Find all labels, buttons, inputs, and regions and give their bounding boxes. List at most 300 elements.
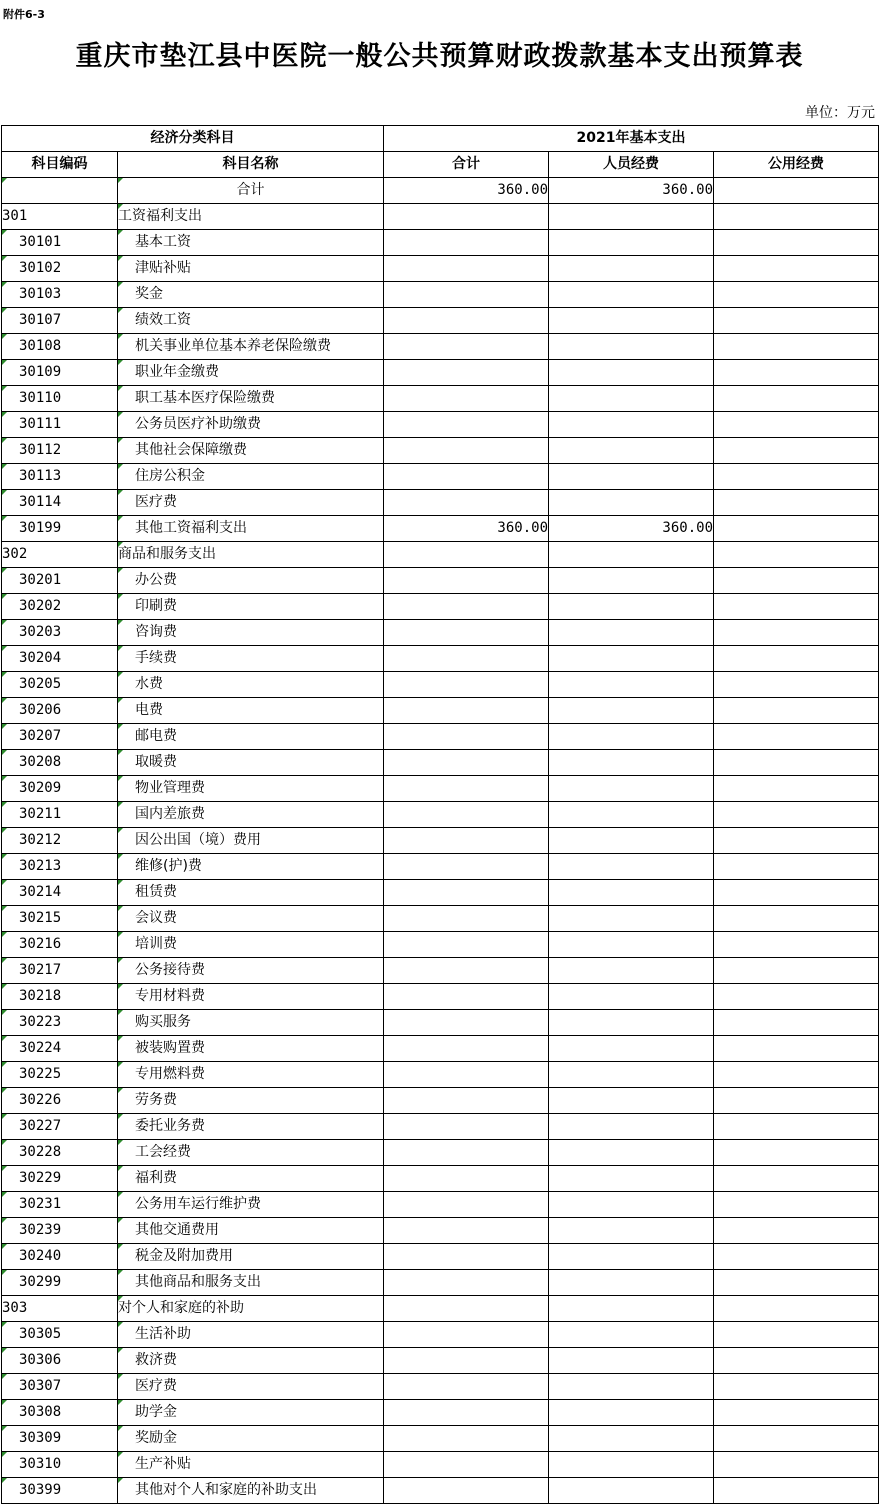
row-personnel: [549, 750, 714, 776]
row-total: [384, 1192, 549, 1218]
row-code: 30202: [2, 594, 118, 620]
table-row: [2, 1296, 879, 1322]
row-personnel: [549, 386, 714, 412]
row-personnel: [549, 1010, 714, 1036]
row-personnel: [549, 1452, 714, 1478]
row-total: [384, 308, 549, 334]
table-row: [2, 1426, 879, 1452]
row-public: [714, 880, 879, 906]
row-personnel: [549, 958, 714, 984]
page-title: 重庆市垫江县中医院一般公共预算财政拨款基本支出预算表: [75, 41, 804, 72]
table-row: [2, 282, 879, 308]
row-total: [384, 906, 549, 932]
row-total: [384, 334, 549, 360]
row-name: 其他商品和服务支出: [118, 1270, 384, 1296]
row-code: 30214: [2, 880, 118, 906]
header-code: 科目编码: [2, 152, 118, 178]
row-public: [714, 646, 879, 672]
row-code: 30108: [2, 334, 118, 360]
row-code: 30212: [2, 828, 118, 854]
row-total: [384, 750, 549, 776]
table-row: [2, 1452, 879, 1478]
row-total: [384, 1426, 549, 1452]
row-personnel: [549, 308, 714, 334]
row-name: 专用燃料费: [118, 1062, 384, 1088]
row-code: 30107: [2, 308, 118, 334]
row-personnel: [549, 230, 714, 256]
row-personnel: [549, 594, 714, 620]
row-public: [714, 1478, 879, 1504]
table-row: [2, 906, 879, 932]
row-code: 30225: [2, 1062, 118, 1088]
row-total: [384, 1322, 549, 1348]
row-name: 对个人和家庭的补助: [118, 1296, 384, 1322]
row-code: 303: [2, 1296, 118, 1322]
row-public: [714, 1062, 879, 1088]
row-personnel: [549, 880, 714, 906]
row-code: 30239: [2, 1218, 118, 1244]
row-personnel: [549, 646, 714, 672]
row-total: [384, 1166, 549, 1192]
row-name: 奖励金: [118, 1426, 384, 1452]
row-personnel: [549, 672, 714, 698]
row-name: 基本工资: [118, 230, 384, 256]
row-total: [384, 620, 549, 646]
row-total: [384, 802, 549, 828]
row-name: 生活补助: [118, 1322, 384, 1348]
row-personnel: [549, 1218, 714, 1244]
row-public: [714, 360, 879, 386]
row-public: [714, 542, 879, 568]
table-row: [2, 1140, 879, 1166]
row-total: [384, 1140, 549, 1166]
row-personnel: [549, 1400, 714, 1426]
table-row: [2, 1036, 879, 1062]
row-name: 委托业务费: [118, 1114, 384, 1140]
row-code: 30231: [2, 1192, 118, 1218]
row-total: [384, 1036, 549, 1062]
row-code: 30101: [2, 230, 118, 256]
row-code: 30229: [2, 1166, 118, 1192]
row-total: [384, 958, 549, 984]
table-row: [2, 1192, 879, 1218]
table-row: [2, 672, 879, 698]
row-code: 301: [2, 204, 118, 230]
row-name: 公务员医疗补助缴费: [118, 412, 384, 438]
row-name: 住房公积金: [118, 464, 384, 490]
row-code: 30228: [2, 1140, 118, 1166]
row-code: [2, 178, 118, 204]
row-total: [384, 932, 549, 958]
row-total: [384, 386, 549, 412]
row-name: 工会经费: [118, 1140, 384, 1166]
row-name: 绩效工资: [118, 308, 384, 334]
row-code: 30217: [2, 958, 118, 984]
table-row: [2, 230, 879, 256]
row-total: [384, 1062, 549, 1088]
row-code: 30199: [2, 516, 118, 542]
row-total: [384, 880, 549, 906]
row-personnel: [549, 1062, 714, 1088]
row-name: 劳务费: [118, 1088, 384, 1114]
table-row: [2, 1010, 879, 1036]
table-row: [2, 412, 879, 438]
row-personnel: 360.00: [549, 178, 714, 204]
row-code: 30207: [2, 724, 118, 750]
row-name: 国内差旅费: [118, 802, 384, 828]
table-row: [2, 932, 879, 958]
row-total: [384, 230, 549, 256]
row-personnel: [549, 438, 714, 464]
row-personnel: [549, 282, 714, 308]
row-code: 30208: [2, 750, 118, 776]
row-name: 税金及附加费用: [118, 1244, 384, 1270]
row-name: 专用材料费: [118, 984, 384, 1010]
row-public: [714, 854, 879, 880]
row-personnel: [549, 1348, 714, 1374]
row-name: 其他社会保障缴费: [118, 438, 384, 464]
table-body: [2, 178, 879, 1504]
row-name: 咨询费: [118, 620, 384, 646]
row-code: 30103: [2, 282, 118, 308]
row-name: 其他交通费用: [118, 1218, 384, 1244]
row-public: [714, 828, 879, 854]
row-public: [714, 334, 879, 360]
row-name: 会议费: [118, 906, 384, 932]
row-code: 30114: [2, 490, 118, 516]
row-public: [714, 932, 879, 958]
row-total: [384, 1114, 549, 1140]
row-public: [714, 308, 879, 334]
table-row: [2, 854, 879, 880]
row-name: 公务接待费: [118, 958, 384, 984]
row-public: [714, 178, 879, 204]
row-name: 职业年金缴费: [118, 360, 384, 386]
row-public: [714, 1088, 879, 1114]
row-code: 30112: [2, 438, 118, 464]
row-code: 30109: [2, 360, 118, 386]
table-row: [2, 828, 879, 854]
row-personnel: [549, 1270, 714, 1296]
header-row-columns: [2, 152, 879, 178]
row-code: 30205: [2, 672, 118, 698]
row-name: 机关事业单位基本养老保险缴费: [118, 334, 384, 360]
row-public: [714, 386, 879, 412]
row-public: [714, 776, 879, 802]
row-public: [714, 1374, 879, 1400]
table-row: [2, 594, 879, 620]
row-code: 302: [2, 542, 118, 568]
table-row: [2, 568, 879, 594]
row-name: 租赁费: [118, 880, 384, 906]
row-total: 360.00: [384, 516, 549, 542]
table-row: [2, 1218, 879, 1244]
header-econ-group: 经济分类科目: [2, 126, 384, 152]
row-code: 30218: [2, 984, 118, 1010]
row-personnel: [549, 802, 714, 828]
row-public: [714, 984, 879, 1010]
table-row: [2, 724, 879, 750]
row-total: 360.00: [384, 178, 549, 204]
row-code: 30227: [2, 1114, 118, 1140]
row-name: 公务用车运行维护费: [118, 1192, 384, 1218]
row-name: 商品和服务支出: [118, 542, 384, 568]
table-row: [2, 958, 879, 984]
row-personnel: [549, 256, 714, 282]
header-public: 公用经费: [714, 152, 879, 178]
row-code: 30240: [2, 1244, 118, 1270]
table-row: [2, 1062, 879, 1088]
row-total: [384, 1270, 549, 1296]
row-total: [384, 1348, 549, 1374]
header-total: 合计: [384, 152, 549, 178]
table-row: [2, 386, 879, 412]
budget-table: [1, 125, 879, 1504]
table-row: [2, 516, 879, 542]
attachment-label: 附件6-3: [3, 8, 45, 21]
row-personnel: [549, 1322, 714, 1348]
row-personnel: [549, 1426, 714, 1452]
table-row: [2, 1244, 879, 1270]
row-code: 30113: [2, 464, 118, 490]
row-public: [714, 438, 879, 464]
row-code: 30216: [2, 932, 118, 958]
table-row: [2, 334, 879, 360]
row-public: [714, 568, 879, 594]
row-total: [384, 672, 549, 698]
row-personnel: [549, 906, 714, 932]
row-name: 邮电费: [118, 724, 384, 750]
row-name: 奖金: [118, 282, 384, 308]
row-total: [384, 360, 549, 386]
row-name: 电费: [118, 698, 384, 724]
row-personnel: [549, 412, 714, 438]
row-public: [714, 1296, 879, 1322]
row-total: [384, 542, 549, 568]
table-row: [2, 1400, 879, 1426]
table-row: [2, 1322, 879, 1348]
table-row: [2, 542, 879, 568]
row-code: 30211: [2, 802, 118, 828]
table-row: [2, 1478, 879, 1504]
row-public: [714, 1192, 879, 1218]
row-name: 取暖费: [118, 750, 384, 776]
row-code: 30204: [2, 646, 118, 672]
row-name: 其他对个人和家庭的补助支出: [118, 1478, 384, 1504]
row-name: 手续费: [118, 646, 384, 672]
table-row: [2, 750, 879, 776]
table-row: [2, 308, 879, 334]
row-name: 购买服务: [118, 1010, 384, 1036]
row-code: 30223: [2, 1010, 118, 1036]
row-total: [384, 256, 549, 282]
row-code: 30201: [2, 568, 118, 594]
row-public: [714, 1244, 879, 1270]
row-total: [384, 776, 549, 802]
row-total: [384, 698, 549, 724]
row-personnel: [549, 1296, 714, 1322]
row-personnel: [549, 1088, 714, 1114]
row-name: 维修(护)费: [118, 854, 384, 880]
row-code: 30224: [2, 1036, 118, 1062]
table-row: [2, 1270, 879, 1296]
row-public: [714, 230, 879, 256]
row-code: 30308: [2, 1400, 118, 1426]
row-total: [384, 646, 549, 672]
row-code: 30307: [2, 1374, 118, 1400]
table-row: [2, 178, 879, 204]
table-row: [2, 1114, 879, 1140]
row-name: 水费: [118, 672, 384, 698]
row-name: 医疗费: [118, 1374, 384, 1400]
row-personnel: [549, 1114, 714, 1140]
row-code: 30110: [2, 386, 118, 412]
row-personnel: [549, 776, 714, 802]
row-name: 培训费: [118, 932, 384, 958]
table-row: [2, 802, 879, 828]
row-personnel: [549, 1244, 714, 1270]
row-name: 助学金: [118, 1400, 384, 1426]
row-code: 30226: [2, 1088, 118, 1114]
row-public: [714, 412, 879, 438]
row-public: [714, 1010, 879, 1036]
row-public: [714, 282, 879, 308]
row-total: [384, 412, 549, 438]
table-row: [2, 490, 879, 516]
row-public: [714, 1114, 879, 1140]
row-name: 其他工资福利支出: [118, 516, 384, 542]
table-row: [2, 204, 879, 230]
row-public: [714, 1452, 879, 1478]
row-personnel: [549, 828, 714, 854]
row-personnel: [549, 464, 714, 490]
row-personnel: [549, 1166, 714, 1192]
row-personnel: [549, 542, 714, 568]
row-name: 办公费: [118, 568, 384, 594]
row-total: [384, 438, 549, 464]
row-public: [714, 256, 879, 282]
row-personnel: [549, 854, 714, 880]
row-code: 30306: [2, 1348, 118, 1374]
row-code: 30111: [2, 412, 118, 438]
row-name: 工资福利支出: [118, 204, 384, 230]
row-total: [384, 1374, 549, 1400]
row-personnel: [549, 724, 714, 750]
row-public: [714, 698, 879, 724]
row-personnel: [549, 620, 714, 646]
table-row: [2, 776, 879, 802]
table-row: [2, 1166, 879, 1192]
row-name: 生产补贴: [118, 1452, 384, 1478]
row-personnel: [549, 568, 714, 594]
row-public: [714, 594, 879, 620]
row-code: 30213: [2, 854, 118, 880]
header-row-group: [2, 126, 879, 152]
row-personnel: [549, 1478, 714, 1504]
header-personnel: 人员经费: [549, 152, 714, 178]
row-code: 30399: [2, 1478, 118, 1504]
row-total: [384, 568, 549, 594]
table-row: [2, 360, 879, 386]
row-personnel: [549, 1192, 714, 1218]
row-public: [714, 1166, 879, 1192]
table-row: [2, 464, 879, 490]
table-row: [2, 620, 879, 646]
row-public: [714, 1270, 879, 1296]
row-total: [384, 1296, 549, 1322]
row-total: [384, 1244, 549, 1270]
row-public: [714, 906, 879, 932]
row-code: 30206: [2, 698, 118, 724]
table-row: [2, 880, 879, 906]
row-name: 印刷费: [118, 594, 384, 620]
row-public: [714, 464, 879, 490]
row-code: 30209: [2, 776, 118, 802]
table-row: [2, 646, 879, 672]
row-total: [384, 594, 549, 620]
row-personnel: [549, 1374, 714, 1400]
table-row: [2, 1348, 879, 1374]
row-code: 30305: [2, 1322, 118, 1348]
row-total: [384, 854, 549, 880]
row-public: [714, 1400, 879, 1426]
row-name: 因公出国（境）费用: [118, 828, 384, 854]
row-personnel: [549, 932, 714, 958]
unit-label: 单位：万元: [805, 105, 875, 121]
row-personnel: [549, 1036, 714, 1062]
table-row: [2, 256, 879, 282]
row-name: 医疗费: [118, 490, 384, 516]
row-public: [714, 724, 879, 750]
row-name: 福利费: [118, 1166, 384, 1192]
row-public: [714, 802, 879, 828]
row-name: 职工基本医疗保险缴费: [118, 386, 384, 412]
row-code: 30102: [2, 256, 118, 282]
row-personnel: 360.00: [549, 516, 714, 542]
row-public: [714, 1426, 879, 1452]
row-total: [384, 204, 549, 230]
row-public: [714, 620, 879, 646]
row-personnel: [549, 360, 714, 386]
table-row: [2, 984, 879, 1010]
row-name: 物业管理费: [118, 776, 384, 802]
row-total: [384, 1218, 549, 1244]
row-public: [714, 958, 879, 984]
row-public: [714, 204, 879, 230]
row-public: [714, 1348, 879, 1374]
row-name: 合计: [118, 178, 384, 204]
row-public: [714, 516, 879, 542]
table-row: [2, 1088, 879, 1114]
row-public: [714, 1036, 879, 1062]
row-total: [384, 1452, 549, 1478]
row-public: [714, 1322, 879, 1348]
row-personnel: [549, 698, 714, 724]
header-name: 科目名称: [118, 152, 384, 178]
row-public: [714, 1140, 879, 1166]
row-code: 30309: [2, 1426, 118, 1452]
row-total: [384, 1088, 549, 1114]
row-personnel: [549, 490, 714, 516]
row-personnel: [549, 334, 714, 360]
row-code: 30310: [2, 1452, 118, 1478]
row-total: [384, 724, 549, 750]
table-row: [2, 1374, 879, 1400]
row-total: [384, 464, 549, 490]
row-name: 津贴补贴: [118, 256, 384, 282]
row-public: [714, 1218, 879, 1244]
row-total: [384, 282, 549, 308]
